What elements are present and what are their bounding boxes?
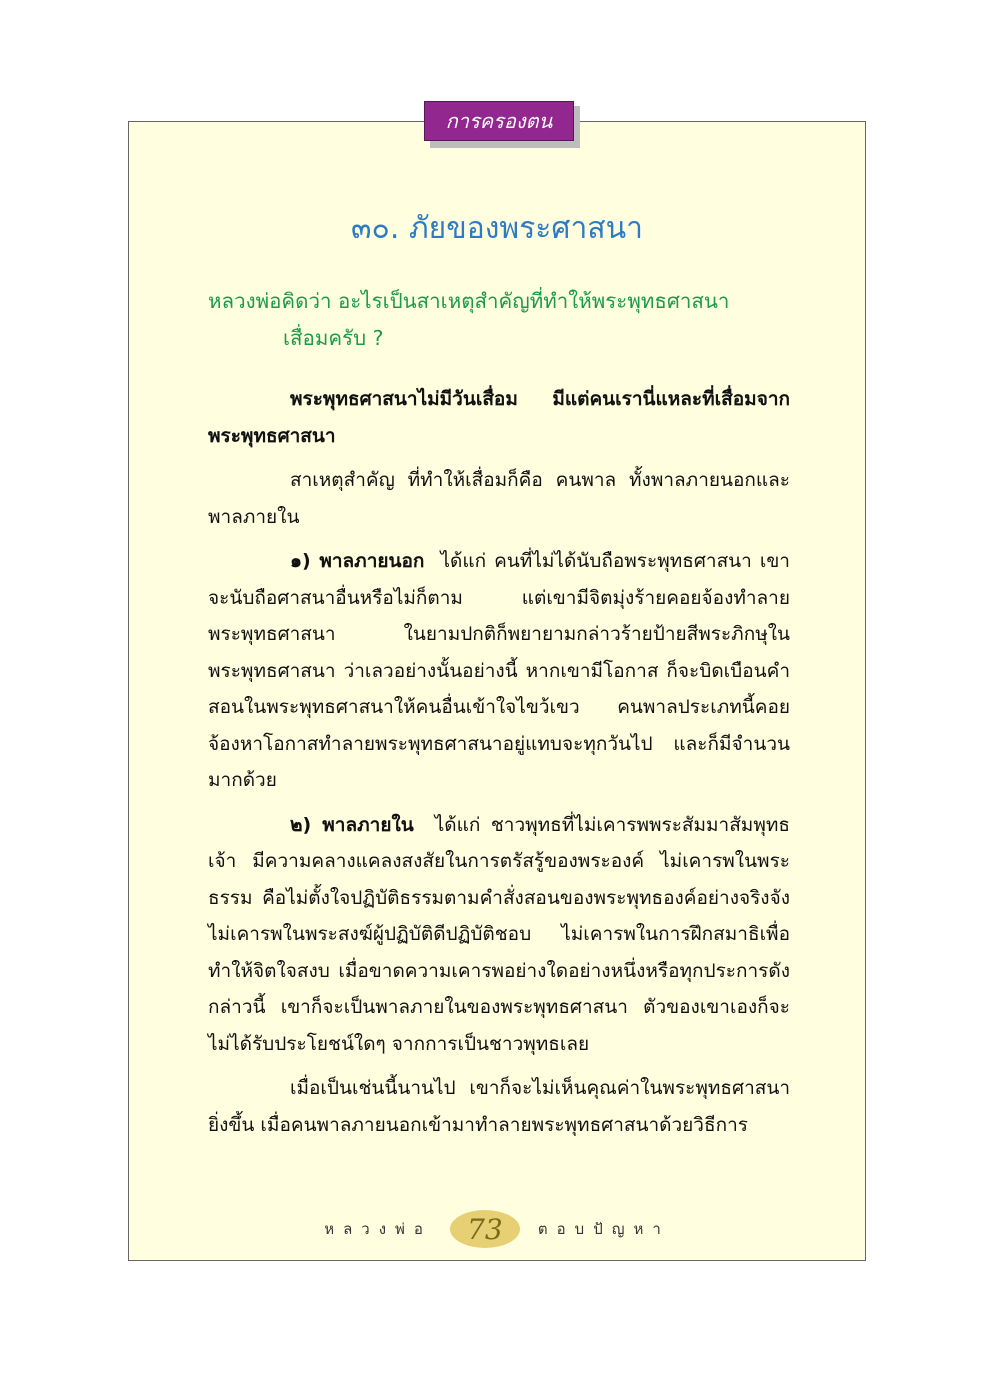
item-1-text: ได้แก่ คนที่ไม่ได้นับถือพระพุทธศาสนา เขาจะนับถือศาสนาอื่นหรือไม่ก็ตาม แต่เขามีจิตมุ่งร้ายคอยจ้องทำลายพระพุทธศาสนา ในยามปกติก็พยายามกล่าวร้ายป้ายสีพระภิกษุในพระพุทธศาสนา ว่าเลวอย่างนั้นอย่างนี้ หากเขามีโอกาส ก็จะบิดเบือนคำสอนในพระพุทธศาสนาให้คนอื่นเข้าใจไขว้เขว คนพาลประเภทนี้คอยจ้องหาโอกาสทำลายพระพุทธศาสนาอยู่แทบจะทุกวันไป และก็มีจำนวนมากด้วย: [208, 550, 790, 791]
answer-lead-bold: พระพุทธศาสนาไม่มีวันเสื่อม มีแต่คนเรานี่แหละที่เสื่อมจากพระพุทธศาสนา: [208, 388, 790, 447]
item-2-text: ได้แก่ ชาวพุทธที่ไม่เคารพพระสัมมาสัมพุทธเจ้า มีความคลางแคลงสงสัยในการตรัสรู้ของพระองค์ ไม่เคารพในพระธรรม คือไม่ตั้งใจปฏิบัติธรรมตามคำสั่งสอนของพระพุทธองค์อย่างจริงจัง ไม่เคารพในพระสงฆ์ผู้ปฏิบัติดีปฏิบัติชอบ ไม่เคารพในการฝึกสมาธิเพื่อทำให้จิตใจสงบ เมื่อขาดความเคารพอย่างใดอย่างหนึ่งหรือทุกประการดังกล่าวนี้ เขาก็จะเป็นพาลภายในของพระพุทธศาสนา ตัวของเขาเองก็จะไม่ได้รับประโยชน์ใดๆ จากการเป็นชาวพุทธเลย: [208, 813, 790, 1055]
answer-body: [208, 381, 790, 1143]
closing-paragraph: เมื่อเป็นเช่นนี้นานไป เขาก็จะไม่เห็นคุณค่าในพระพุทธศาสนายิ่งขึ้น เมื่อคนพาลภายนอกเข้ามาทำลายพระพุทธศาสนาด้วยวิธีการ: [208, 1077, 790, 1136]
section-tab: การครองตน: [424, 101, 574, 141]
chapter-title: ๓๐. ภัยของพระศาสนา: [351, 211, 643, 246]
answer-cause: สาเหตุสำคัญ ที่ทำให้เสื่อมก็คือ คนพาล ทั้งพาลภายนอกและพาลภายใน: [208, 469, 790, 528]
page-number: 73: [450, 1210, 520, 1248]
question-line-1: หลวงพ่อคิดว่า อะไรเป็นสาเหตุสำคัญที่ทำให้พระพุทธศาสนา: [208, 289, 730, 313]
footer-left-label: หลวงพ่อ: [324, 1220, 432, 1238]
item-2-heading: ๒) พาลภายใน: [290, 813, 414, 836]
item-1-paragraph: [208, 543, 790, 799]
page-footer: [128, 1210, 866, 1248]
answer-lead: [208, 381, 790, 454]
item-2-paragraph: [208, 807, 790, 1063]
question: [208, 283, 788, 357]
footer-right-label: ตอบปัญหา: [537, 1220, 670, 1238]
item-1-heading: ๑) พาลภายนอก: [290, 550, 425, 572]
question-line-2: เสื่อมครับ ?: [283, 326, 384, 350]
